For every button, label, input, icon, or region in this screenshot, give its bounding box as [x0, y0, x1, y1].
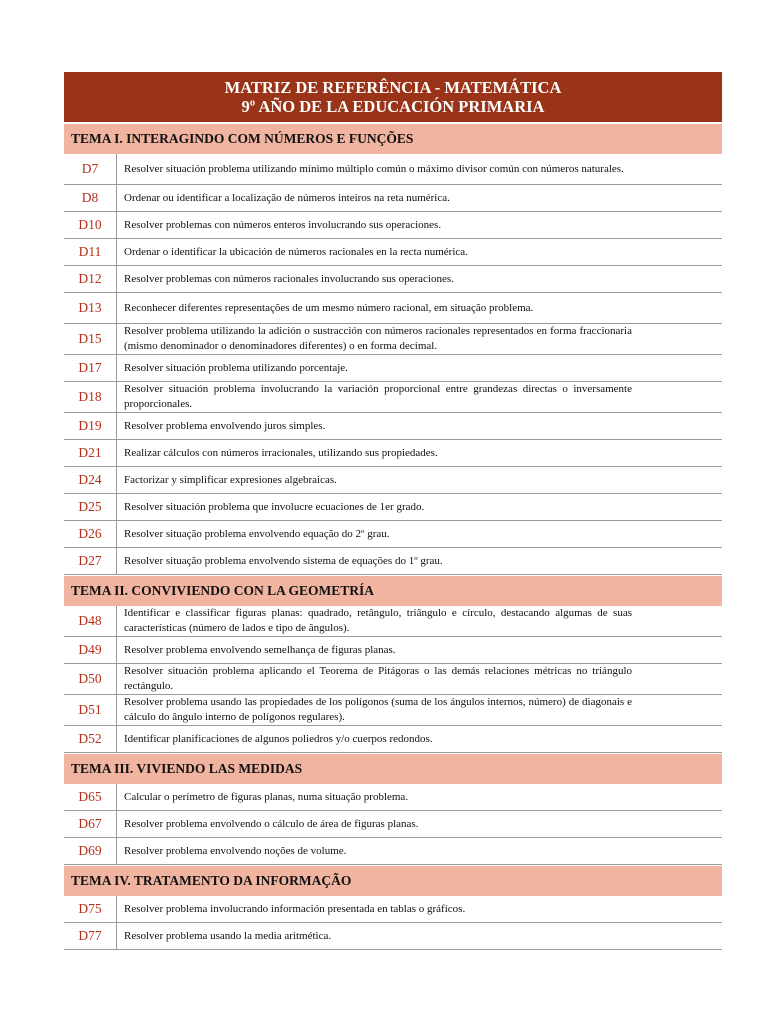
- descriptor-text: Resolver situación problema que involucre ecuaciones de 1er grado.: [124, 500, 425, 513]
- descriptor-code: D25: [64, 494, 117, 520]
- table-row: [64, 521, 722, 548]
- table-row: [64, 923, 722, 950]
- descriptor-code: D10: [64, 212, 117, 238]
- descriptor-text: Ordenar o identificar la ubicación de números racionales en la recta numérica.: [124, 245, 468, 258]
- descriptor-text: Resolver situación problema aplicando el Teorema de Pitágoras o las demás relaciones métricas no triángulo rectángulo.: [124, 665, 632, 692]
- descriptor-code: D51: [64, 695, 117, 725]
- table-row: [64, 896, 722, 923]
- descriptor-text: Calcular o perímetro de figuras planas, numa situação problema.: [124, 790, 409, 803]
- descriptor-text: Resolver problema involucrando información presentada en tablas o gráficos.: [124, 902, 466, 915]
- descriptor-code: D77: [64, 923, 117, 949]
- descriptor-code: D8: [64, 185, 117, 211]
- table-row: [64, 726, 722, 753]
- descriptor-text: Resolver situación problema involucrando la variación proporcional entre grandezas directas o inversamente proporcionales.: [124, 383, 632, 410]
- theme-header: TEMA III. VIVIENDO LAS MEDIDAS: [64, 753, 722, 784]
- table-row: [64, 324, 722, 355]
- table-row: [64, 695, 722, 726]
- descriptor-text: Resolver problemas con números enteros involucrando sus operaciones.: [124, 218, 442, 231]
- table-body: [64, 123, 722, 950]
- descriptor-text: Resolver problema envolvendo juros simples.: [124, 419, 326, 432]
- descriptor-text: Resolver situação problema envolvendo equação do 2º grau.: [124, 527, 390, 540]
- descriptor-code: D75: [64, 896, 117, 922]
- descriptor-code: D7: [64, 154, 117, 184]
- title-line-2: 9º AÑO DE LA EDUCACIÓN PRIMARIA: [241, 97, 545, 116]
- descriptor-text: Identificar e classificar figuras planas: quadrado, retângulo, triângulo e círculo, destacando algumas de suas características (número de lados e tipo de ângulos).: [124, 607, 632, 634]
- table-row: [64, 467, 722, 494]
- theme-header: TEMA II. CONVIVIENDO CON LA GEOMETRÍA: [64, 575, 722, 606]
- table-row: [64, 239, 722, 266]
- theme-header: TEMA IV. TRATAMENTO DA INFORMAÇÃO: [64, 865, 722, 896]
- descriptor-text: Resolver problema envolvendo o cálculo de área de figuras planas.: [124, 817, 419, 830]
- descriptor-text: Resolver problema usando la media aritmética.: [124, 929, 332, 942]
- descriptor-text: Resolver problema envolvendo noções de volume.: [124, 844, 347, 857]
- table-row: [64, 548, 722, 575]
- descriptor-text: Ordenar ou identificar a localização de números inteiros na reta numérica.: [124, 191, 450, 204]
- title-line-1: MATRIZ DE REFERÊNCIA - MATEMÁTICA: [224, 78, 562, 97]
- descriptor-text: Resolver situación problema utilizando porcentaje.: [124, 361, 348, 374]
- descriptor-code: D50: [64, 664, 117, 694]
- descriptor-code: D12: [64, 266, 117, 292]
- table-title: [64, 72, 722, 123]
- descriptor-code: D13: [64, 293, 117, 323]
- descriptor-text: Resolver problema utilizando la adición o sustracción con números racionales representados en forma fraccionaria (mismo denominador o denominadores diferentes) o en forma decimal.: [124, 325, 632, 352]
- theme-header: TEMA I. INTERAGINDO COM NÚMEROS E FUNÇÕES: [64, 123, 722, 154]
- table-row: [64, 811, 722, 838]
- descriptor-code: D26: [64, 521, 117, 547]
- descriptor-code: D49: [64, 637, 117, 663]
- descriptor-text: Factorizar y simplificar expresiones algebraicas.: [124, 473, 337, 486]
- descriptor-text: Resolver problema envolvendo semelhança de figuras planas.: [124, 643, 396, 656]
- table-row: [64, 413, 722, 440]
- descriptor-text: Resolver problema usando las propiedades de los polígonos (suma de los ángulos internos, número) de diagonais e cálculo do ângulo interno de polígonos regulares).: [124, 696, 632, 723]
- descriptor-text: Identificar planificaciones de algunos poliedros y/o cuerpos redondos.: [124, 732, 433, 745]
- table-row: [64, 440, 722, 467]
- descriptor-code: D15: [64, 324, 117, 354]
- table-row: [64, 266, 722, 293]
- descriptor-code: D27: [64, 548, 117, 574]
- table-row: [64, 606, 722, 637]
- descriptor-text: Reconhecer diferentes representações de um mesmo número racional, em situação problema.: [124, 301, 534, 314]
- table-row: [64, 838, 722, 865]
- table-row: [64, 185, 722, 212]
- descriptor-text: Realizar cálculos con números irracionales, utilizando sus propiedades.: [124, 446, 438, 459]
- descriptor-code: D19: [64, 413, 117, 439]
- table-row: [64, 784, 722, 811]
- table-row: [64, 154, 722, 185]
- descriptor-code: D48: [64, 606, 117, 636]
- descriptor-code: D17: [64, 355, 117, 381]
- reference-matrix-table: [64, 72, 722, 950]
- descriptor-code: D11: [64, 239, 117, 265]
- table-row: [64, 637, 722, 664]
- table-row: [64, 382, 722, 413]
- descriptor-code: D69: [64, 838, 117, 864]
- descriptor-code: D67: [64, 811, 117, 837]
- table-row: [64, 355, 722, 382]
- descriptor-text: Resolver situación problema utilizando mínimo múltiplo común o máximo divisor común con números naturales.: [124, 162, 624, 175]
- table-row: [64, 212, 722, 239]
- descriptor-code: D65: [64, 784, 117, 810]
- table-row: [64, 664, 722, 695]
- table-row: [64, 494, 722, 521]
- descriptor-code: D24: [64, 467, 117, 493]
- descriptor-text: Resolver situação problema envolvendo sistema de equações do 1º grau.: [124, 554, 443, 567]
- descriptor-code: D52: [64, 726, 117, 752]
- descriptor-code: D18: [64, 382, 117, 412]
- descriptor-text: Resolver problemas con números racionales involucrando sus operaciones.: [124, 272, 454, 285]
- descriptor-code: D21: [64, 440, 117, 466]
- table-row: [64, 293, 722, 324]
